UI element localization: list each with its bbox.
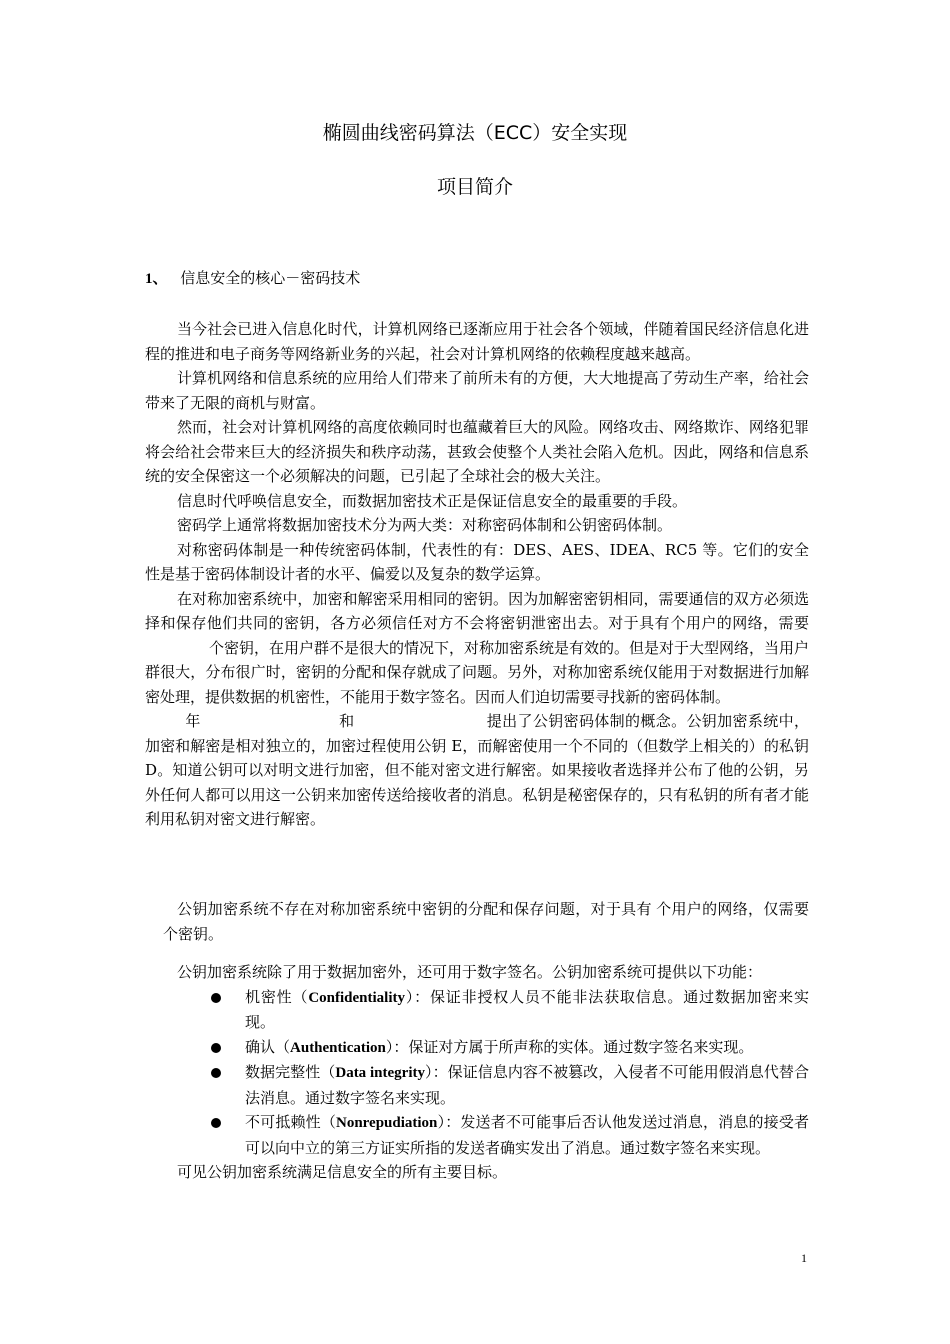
paragraph: 当今社会已进入信息化时代，计算机网络已逐渐应用于社会各个领域，伴随着国民经济信息化进程的推进和电子商务等网络新业务的兴起，社会对计算机网络的依赖程度越来越高。 [145, 320, 809, 363]
feature-list [145, 985, 809, 1161]
list-item: 数据完整性（Data integrity）：保证信息内容不被篡改，入侵者不可能用假消息代替合法消息。通过数字签名来实现。 [145, 1060, 809, 1110]
list-item: 确认（Authentication）：保证对方属于所声称的实体。通过数字签名来实现。 [145, 1035, 809, 1061]
text-run: 提出了公钥密码体制的概念。公钥加密系统中，加密和解密是相对独立的，加密过程使用公钥 E，而解密使用一个不同的（但数学上相关的）的私钥 D。知道公钥可以对明文进行加密，但不能对密文进行解密。如果接收者选择并公布了他的公钥，另外任何人都可以用这一公钥来加密传送给接收者的消息。私钥是秘密保存的，只有私钥的所有者才能利用私钥对密文进行解密。 [145, 712, 809, 828]
bullet-icon [211, 993, 221, 1003]
bullet-icon [211, 1118, 221, 1128]
text-run: 年 [185, 712, 201, 730]
bullet-icon [211, 1068, 221, 1078]
text-run: 个密钥，在用户群不是很大的情况下，对称加密系统是有效的。但是对于大型网络，当用户群很大，分布很广时，密钥的分配和保存就成了问题。另外，对称加密系统仅能用于对数据进行加解密处理，提供数据的机密性，不能用于数字签名。因而人们迫切需要寻找新的密码体制。 [145, 638, 810, 706]
text-run: 个密钥。 [163, 924, 224, 943]
text-run: 和 [338, 712, 355, 730]
body-text-block-1 [145, 317, 809, 832]
document-title: 椭圆曲线密码算法（ECC）安全实现 [322, 122, 628, 144]
paragraph: 计算机网络和信息系统的应用给人们带来了前所未有的方便，大大地提高了劳动生产率，给社会带来了无限的商机与财富。 [145, 369, 809, 412]
section-title: 信息安全的核心－密码技术 [180, 269, 361, 287]
paragraph: 对称密码体制是一种传统密码体制，代表性的有：DES、AES、IDEA、RC5 等。它们的安全性是基于密码体制设计者的水平、偏爱以及复杂的数学运算。 [145, 540, 809, 583]
section-number: 1、 [145, 271, 168, 287]
text-run: 个用户的网络，仅需要 [655, 900, 809, 918]
paragraph [145, 587, 809, 710]
body-text-block-3 [145, 960, 809, 1185]
paragraph: 可见公钥加密系统满足信息安全的所有主要目标。 [177, 1163, 508, 1181]
list-item: 机密性（Confidentiality）：保证非授权人员不能非法获取信息。通过数据加密来实现。 [145, 985, 809, 1035]
bullet-icon [211, 1043, 221, 1053]
paragraph: 密码学上通常将数据加密技术分为两大类：对称密码体制和公钥密码体制。 [177, 516, 673, 534]
text-run: 个用户的网络，需要 [670, 614, 809, 632]
list-item: 不可抵赖性（Nonrepudiation）：发送者不可能事后否认他发送过消息，消息的接受者可以向中立的第三方证实所指的发送者确实发出了消息。通过数字签名来实现。 [145, 1110, 809, 1160]
section-heading [145, 267, 360, 288]
text-run: 公钥加密系统不存在对称加密系统中密钥的分配和保存问题，对于具有 [177, 900, 652, 918]
page-number: 1 [801, 1251, 807, 1265]
paragraph [145, 709, 809, 832]
text-run: 在对称加密系统中，加密和解密采用相同的密钥。因为加解密密钥相同，需要通信的双方必须选择和保存他们共同的密钥，各方必须信任对方不会将密钥泄密出去。对于具有 [145, 589, 809, 632]
paragraph [145, 897, 809, 946]
paragraph: 然而，社会对计算机网络的高度依赖同时也蕴藏着巨大的风险。网络攻击、网络欺诈、网络犯罪将会给社会带来巨大的经济损失和秩序动荡，甚致会使整个人类社会陷入危机。因此，网络和信息系统的安全保密这一个必须解决的问题，已引起了全球社会的极大关注。 [145, 418, 809, 485]
paragraph: 公钥加密系统除了用于数据加密外，还可用于数字签名。公钥加密系统可提供以下功能： [177, 963, 763, 981]
document-subtitle: 项目简介 [436, 176, 513, 198]
paragraph: 信息时代呼唤信息安全，而数据加密技术正是保证信息安全的最重要的手段。 [177, 491, 688, 510]
body-text-block-2 [145, 897, 809, 946]
